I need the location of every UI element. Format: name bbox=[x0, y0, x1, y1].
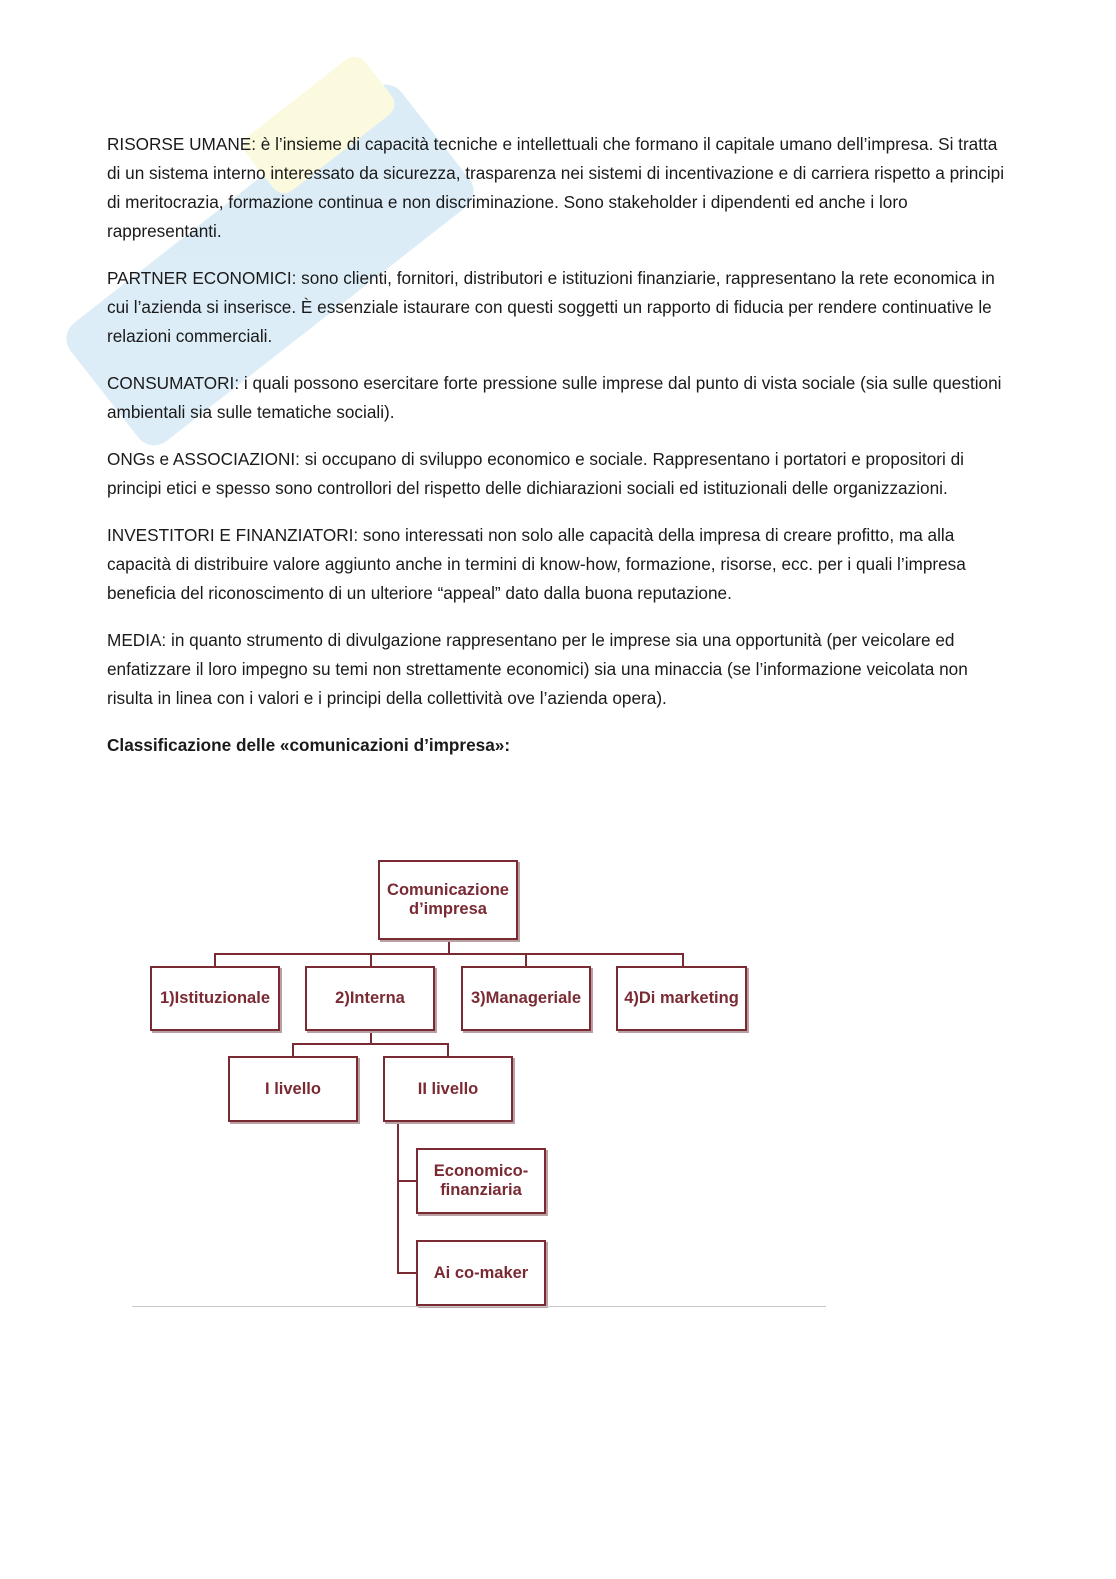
org-diagram bbox=[140, 850, 840, 1320]
paragraph-ongs: ONGs e ASSOCIAZIONI: si occupano di sviluppo economico e sociale. Rappresentano i portatori e propositori di principi etici e spesso sono controllori del rispetto delle dichiarazioni sociali ed istituzionali delle organizzazioni. bbox=[107, 449, 964, 498]
node-ai-co-maker: Ai co-maker bbox=[416, 1240, 546, 1306]
connector-level1-bar bbox=[214, 953, 684, 955]
node-di-marketing: 4)Di marketing bbox=[616, 966, 747, 1031]
node-manageriale: 3)Manageriale bbox=[461, 966, 591, 1031]
node-i-livello: I livello bbox=[228, 1056, 358, 1122]
section-heading: Classificazione delle «comunicazioni d’impresa»: bbox=[107, 735, 511, 755]
paragraph-partner-economici: PARTNER ECONOMICI: sono clienti, fornitori, distributori e istituzioni finanziarie, rappresentano la rete economica in cui l’azienda si inserisce. È essenziale istaurare con questi soggetti un rapporto di fiducia per rendere continuative le relazioni commerciali. bbox=[107, 268, 995, 346]
connector-to-marketing bbox=[682, 953, 684, 967]
node-economico-finanziaria: Economico-finanziaria bbox=[416, 1148, 546, 1214]
connector-to-interna bbox=[370, 953, 372, 967]
paragraph-media: MEDIA: in quanto strumento di divulgazione rappresentano per le imprese sia una opportunità (per veicolare ed enfatizzare il loro impegno su temi non strettamente economici) sia una minaccia (se l’informazione veicolata non risulta in linea con i valori e i principi della collettività ove l’azienda opera). bbox=[107, 630, 968, 708]
connector-root-down bbox=[448, 938, 450, 954]
connector-to-comaker bbox=[397, 1272, 417, 1274]
connector-level2-bar bbox=[292, 1043, 449, 1045]
connector-to-i-livello bbox=[292, 1043, 294, 1057]
connector-to-ii-livello bbox=[447, 1043, 449, 1057]
paragraph-consumatori: CONSUMATORI: i quali possono esercitare forte pressione sulle imprese dal punto di vista sociale (sia sulle questioni ambientali sia sulle tematiche sociali). bbox=[107, 373, 1002, 422]
document-body bbox=[107, 130, 1007, 760]
node-comunicazione-impresa: Comunicazione d’impresa bbox=[378, 860, 518, 940]
connector-to-economico bbox=[397, 1180, 417, 1182]
paragraph-risorse-umane: RISORSE UMANE: è l’insieme di capacità tecniche e intellettuali che formano il capitale umano dell’impresa. Si tratta di un sistema interno interessato da sicurezza, trasparenza nei sistemi di incentivazione e di carriera rispetto a principi di meritocrazia, formazione continua e non discriminazione. Sono stakeholder i dipendenti ed anche i loro rappresentanti. bbox=[107, 134, 1005, 241]
connector-ii-livello-down bbox=[397, 1122, 399, 1274]
connector-to-istituzionale bbox=[214, 953, 216, 967]
node-istituzionale: 1)Istituzionale bbox=[150, 966, 280, 1031]
paragraph-investitori: INVESTITORI E FINANZIATORI: sono interessati non solo alle capacità della impresa di creare profitto, ma alla capacità di distribuire valore aggiunto anche in termini di know-how, formazione, risorse, ecc. per i quali l’impresa beneficia del riconoscimento di un ulteriore “appeal” dato dalla buona reputazione. bbox=[107, 525, 966, 603]
node-interna: 2)Interna bbox=[305, 966, 435, 1031]
connector-to-manageriale bbox=[525, 953, 527, 967]
horizontal-rule bbox=[132, 1306, 826, 1307]
node-ii-livello: II livello bbox=[383, 1056, 513, 1122]
connector-interna-down bbox=[370, 1030, 372, 1044]
